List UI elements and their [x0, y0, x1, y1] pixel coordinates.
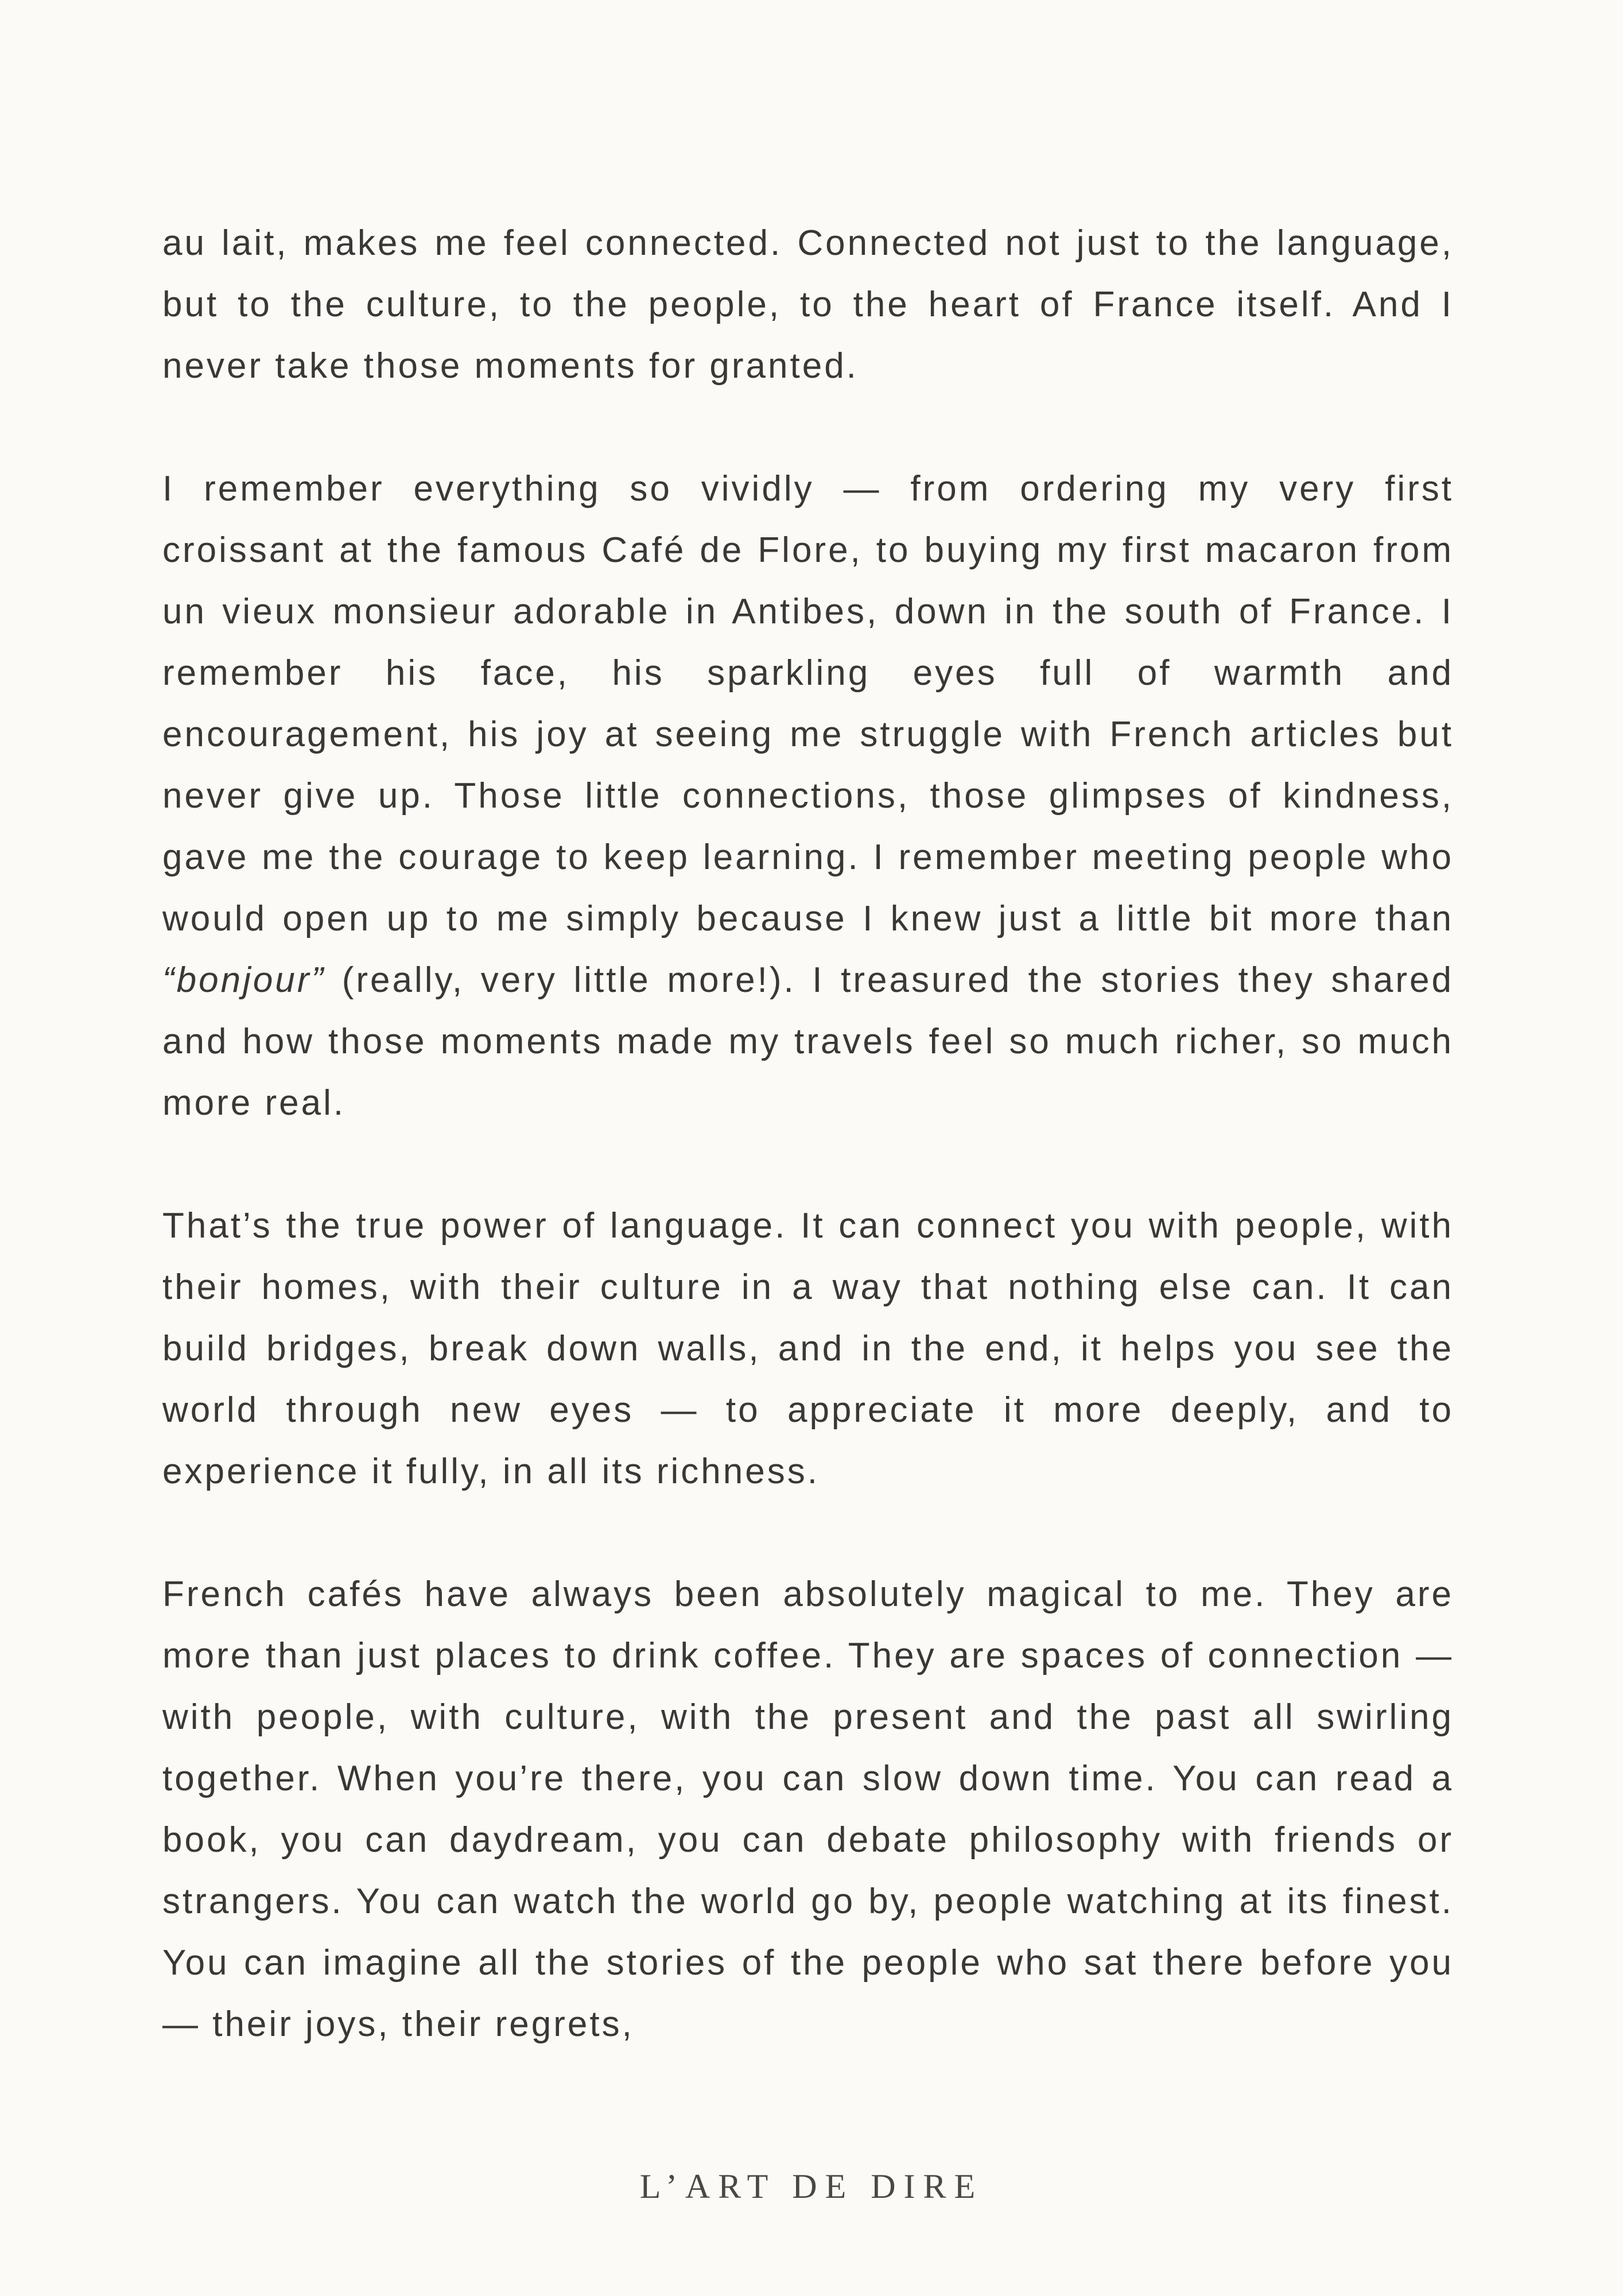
paragraph-text: au lait, makes me feel connected. Connected not just to the language, but to the culture, to the people, to the heart of France itself. And I never take those moments for granted.: [162, 223, 1454, 386]
paragraph-2: [162, 458, 1454, 1134]
paragraph-text: That’s the true power of language. It can connect you with people, with their homes, with their culture in a way that nothing else can. It can build bridges, break down walls, and in the end, it helps you see the world through new eyes — to appreciate it more deeply, and to experience it fully, in all its richness.: [162, 1206, 1454, 1491]
body-text: [162, 212, 1454, 2055]
paragraph-text: (really, very little more!). I treasured the stories they shared and how those moments made my travels feel so much richer, so much more real.: [162, 960, 1454, 1123]
footer-brand: L’ART DE DIRE: [639, 2167, 984, 2205]
paragraph-text: French cafés have always been absolutely magical to me. They are more than just places to drink coffee. They are spaces of connection — with people, with culture, with the present and the past all swirling together. When you’re there, you can slow down time. You can read a book, you can daydream, you can debate philosophy with friends or strangers. You can watch the world go by, people watching at its finest. You can imagine all the stories of the people who sat there before you — their joys, their regrets,: [162, 1574, 1454, 2044]
paragraph-4: [162, 1564, 1454, 2055]
paragraph-text: I remember everything so vividly — from ordering my very first croissant at the famous Café de Flore, to buying my first macaron from un vieux monsieur adorable in Antibes, down in the south of France. I remember his face, his sparkling eyes full of warmth and encouragement, his joy at seeing me struggle with French articles but never give up. Those little connections, those glimpses of kindness, gave me the courage to keep learning. I remember meeting people who would open up to me simply because I knew just a little bit more than: [162, 469, 1454, 938]
italic-phrase: “bonjour”: [162, 960, 326, 1000]
paragraph-3: [162, 1195, 1454, 1502]
paragraph-1: [162, 212, 1454, 397]
